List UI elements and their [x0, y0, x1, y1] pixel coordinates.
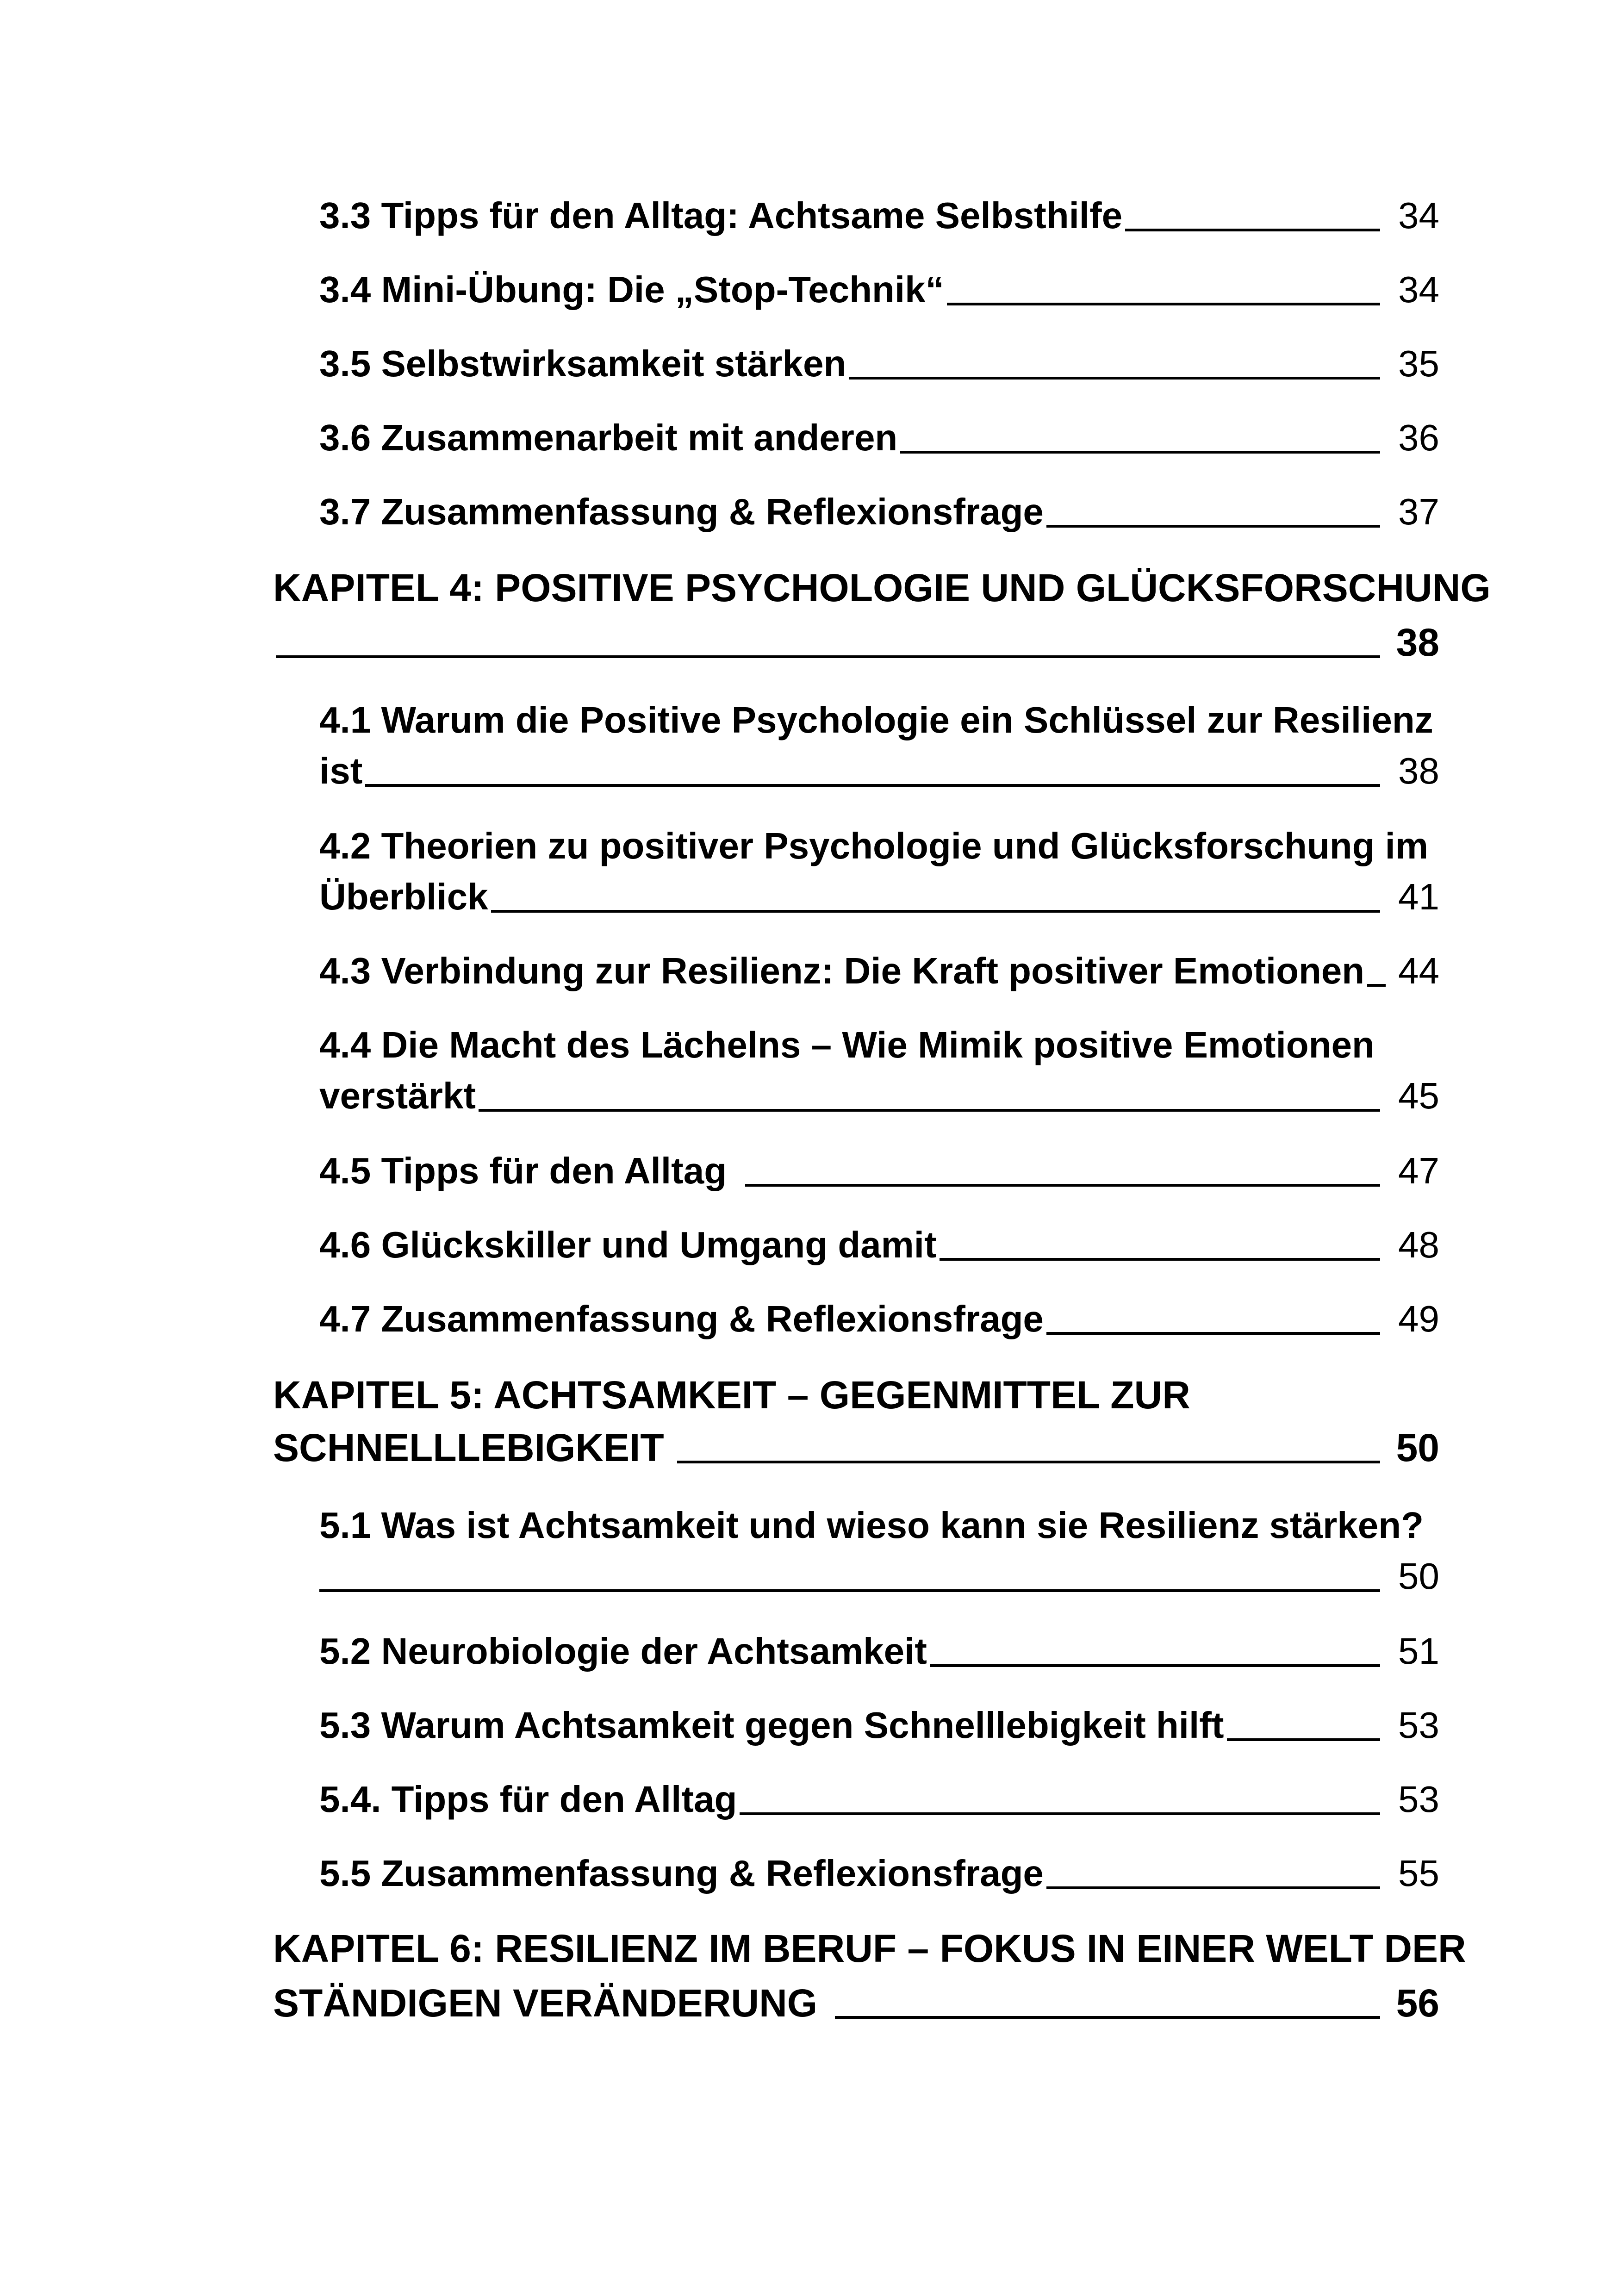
toc-leader-line — [940, 1258, 1380, 1261]
toc-entry-5-1-title[interactable]: 5.1 Was ist Achtsamkeit und wieso kann sie Resilienz stärken? — [319, 1505, 1424, 1546]
toc-chapter-4[interactable] — [273, 620, 1439, 665]
toc-entry-4-2[interactable] — [319, 875, 1439, 919]
toc-entry-page: 49 — [1398, 1298, 1439, 1339]
toc-entry-title: 5.2 Neurobiologie der Achtsamkeit — [319, 1630, 927, 1672]
toc-entry-title: 4.7 Zusammenfassung & Reflexionsfrage — [319, 1298, 1044, 1339]
toc-entry-page: 38 — [1396, 621, 1439, 664]
toc-entry-title: Überblick — [319, 876, 488, 917]
toc-entry-title: SCHNELLLEBIGKEIT — [273, 1426, 664, 1469]
toc-entry-5-3[interactable] — [319, 1703, 1439, 1748]
toc-entry-title: 3.5 Selbstwirksamkeit stärken — [319, 343, 846, 384]
toc-entry-title: ist — [319, 750, 363, 791]
toc-entry-page: 51 — [1398, 1630, 1439, 1672]
toc-leader-line — [849, 377, 1380, 380]
toc-entry-5-4[interactable] — [319, 1777, 1439, 1822]
toc-entry-title: 4.3 Verbindung zur Resilienz: Die Kraft positiver Emotionen — [319, 950, 1365, 991]
toc-entry-3-6[interactable] — [319, 416, 1439, 460]
toc-entry-4-1[interactable] — [319, 749, 1439, 793]
toc-entry-page: 44 — [1398, 950, 1439, 991]
toc-leader-line — [1046, 1332, 1380, 1335]
toc-entry-title: 4.5 Tipps für den Alltag — [319, 1150, 727, 1191]
toc-leader-line — [1367, 984, 1386, 987]
toc-entry-4-4-title[interactable]: 4.4 Die Macht des Lächelns – Wie Mimik positive Emotionen — [319, 1024, 1375, 1065]
toc-entry-3-3[interactable] — [319, 193, 1439, 238]
toc-entry-page: 36 — [1398, 417, 1439, 458]
toc-entry-page: 34 — [1398, 269, 1439, 310]
toc-entry-page: 34 — [1398, 195, 1439, 236]
toc-leader-line — [835, 2016, 1380, 2019]
toc-leader-line — [479, 1109, 1380, 1112]
toc-entry-page: 53 — [1398, 1779, 1439, 1820]
toc-leader-line — [947, 303, 1380, 305]
toc-entry-4-5[interactable] — [319, 1149, 1439, 1193]
toc-leader-line — [740, 1812, 1380, 1815]
toc-entry-page: 41 — [1398, 876, 1439, 917]
toc-entry-page: 53 — [1398, 1705, 1439, 1746]
toc-chapter-5[interactable] — [273, 1425, 1439, 1470]
toc-entry-4-7[interactable] — [319, 1297, 1439, 1341]
toc-entry-3-7[interactable] — [319, 490, 1439, 534]
toc-entry-4-6[interactable] — [319, 1223, 1439, 1267]
toc-entry-5-2[interactable] — [319, 1629, 1439, 1674]
toc-chapter-6[interactable] — [273, 1981, 1439, 2025]
toc-leader-line — [745, 1184, 1380, 1187]
toc-leader-line — [365, 784, 1380, 787]
toc-entry-title: 4.6 Glückskiller und Umgang damit — [319, 1224, 937, 1265]
toc-entry-5-5[interactable] — [319, 1851, 1439, 1896]
toc-chapter-4-title[interactable]: KAPITEL 4: POSITIVE PSYCHOLOGIE UND GLÜCKSFORSCHUNG — [273, 566, 1491, 610]
toc-entry-title: 3.3 Tipps für den Alltag: Achtsame Selbsthilfe — [319, 195, 1123, 236]
toc-entry-title: STÄNDIGEN VERÄNDERUNG — [273, 1981, 818, 2025]
toc-leader-line — [276, 655, 1380, 658]
toc-chapter-5-title[interactable]: KAPITEL 5: ACHTSAMKEIT – GEGENMITTEL ZUR — [273, 1373, 1190, 1417]
toc-entry-title: 3.6 Zusammenarbeit mit anderen — [319, 417, 898, 458]
toc-leader-line — [1046, 525, 1380, 528]
toc-leader-line — [1227, 1738, 1380, 1741]
toc-chapter-6-title[interactable]: KAPITEL 6: RESILIENZ IM BERUF – FOKUS IN EINER WELT DER — [273, 1927, 1466, 1970]
toc-entry-page: 48 — [1398, 1224, 1439, 1265]
toc-entry-page: 56 — [1396, 1981, 1439, 2025]
toc-leader-line — [930, 1664, 1380, 1667]
toc-entry-page: 45 — [1398, 1075, 1439, 1116]
toc-entry-3-4[interactable] — [319, 268, 1439, 312]
toc-leader-line — [491, 910, 1380, 913]
toc-entry-4-3[interactable] — [319, 949, 1439, 993]
toc-entry-4-1-title[interactable]: 4.1 Warum die Positive Psychologie ein Schlüssel zur Resilienz — [319, 699, 1433, 740]
toc-leader-line — [677, 1461, 1380, 1463]
toc-entry-title: verstärkt — [319, 1075, 476, 1116]
toc-entry-page: 35 — [1398, 343, 1439, 384]
toc-entry-page: 37 — [1398, 491, 1439, 532]
toc-leader-line — [319, 1589, 1380, 1592]
toc-leader-line — [1046, 1886, 1380, 1889]
toc-entry-3-5[interactable] — [319, 342, 1439, 386]
toc-leader-line — [900, 451, 1380, 454]
toc-entry-title: 3.4 Mini-Übung: Die „Stop-Technik“ — [319, 269, 944, 310]
toc-entry-5-1[interactable] — [319, 1554, 1439, 1599]
toc-entry-page: 50 — [1398, 1556, 1439, 1597]
toc-entry-4-4[interactable] — [319, 1074, 1439, 1118]
toc-entry-page: 38 — [1398, 750, 1439, 791]
toc-entry-title: 5.5 Zusammenfassung & Reflexionsfrage — [319, 1853, 1044, 1894]
toc-entry-4-2-title[interactable]: 4.2 Theorien zu positiver Psychologie und Glücksforschung im — [319, 825, 1429, 866]
toc-leader-line — [1125, 229, 1380, 231]
toc-entry-title: 5.4. Tipps für den Alltag — [319, 1779, 737, 1820]
toc-entry-page: 47 — [1398, 1150, 1439, 1191]
toc-entry-page: 50 — [1396, 1426, 1439, 1469]
toc-entry-page: 55 — [1398, 1853, 1439, 1894]
toc-entry-title: 3.7 Zusammenfassung & Reflexionsfrage — [319, 491, 1044, 532]
toc-entry-title: 5.3 Warum Achtsamkeit gegen Schnelllebigkeit hilft — [319, 1705, 1224, 1746]
